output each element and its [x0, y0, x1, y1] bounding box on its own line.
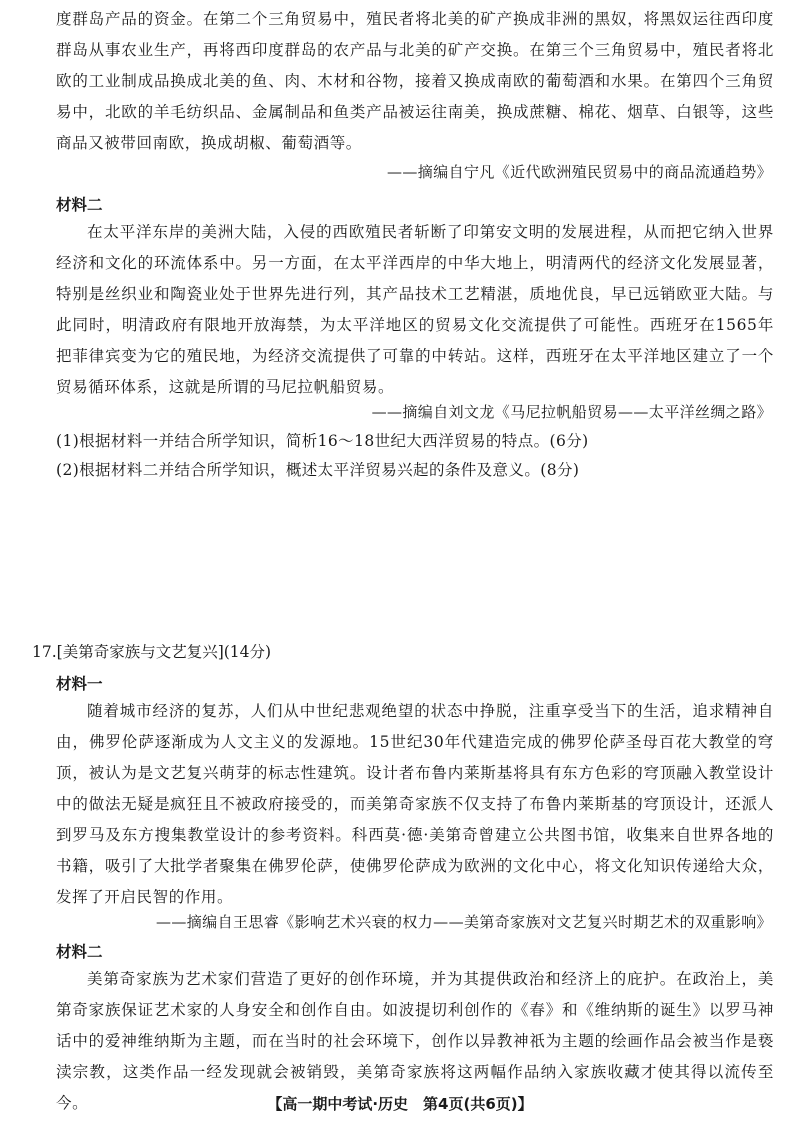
q17-material1-source-citation: ——摘编自王思睿《影响艺术兴衰的权力——美第奇家族对文艺复兴时期艺术的双重影响》 [155, 913, 772, 931]
q17-material2-paragraph: 美第奇家族为艺术家们营造了更好的创作环境，并为其提供政治和经济上的庇护。在政治上，美第奇家族保证艺术家的人身安全和创作自由。如波提切利创作的《春》和《维纳斯的诞生》以罗马神话中的爱神维纳斯为主题，而在当时的社会环境下，创作以异教神祇为主题的绘画作品会被当作是亵渎宗教，这类作品一经发现就会被销毁，美第奇家族将这两幅作品纳入家族收藏才使其得以流传至今。 [56, 970, 774, 1112]
q17-material2-heading: 材料二 [56, 943, 103, 961]
material1-source-citation: ——摘编自宁凡《近代欧洲殖民贸易中的商品流通趋势》 [386, 163, 772, 181]
question-17-title: 17.[美第奇家族与文艺复兴](14分) [32, 643, 272, 661]
material2-paragraph: 在太平洋东岸的美洲大陆，入侵的西欧殖民者斩断了印第安文明的发展进程，从而把它纳入世界经济和文化的环流体系中。另一方面，在太平洋西岸的中华大地上，明清两代的经济文化发展显著，特别是丝织业和陶瓷业处于世界先进行列，其产品技术工艺精湛，质地优良，早已远销欧亚大陆。与此同时，明清政府有限地开放海禁，为太平洋地区的贸易文化交流提供了可能性。西班牙在1565年把菲律宾变为它的殖民地，为经济交流提供了可靠的中转站。这样，西班牙在太平洋地区建立了一个贸易循环体系，这就是所谓的马尼拉帆船贸易。 [56, 223, 774, 396]
q17-material1-paragraph: 随着城市经济的复苏，人们从中世纪悲观绝望的状态中挣脱，注重享受当下的生活，追求精神自由，佛罗伦萨逐渐成为人文主义的发源地。15世纪30年代建造完成的佛罗伦萨圣母百花大教堂的穹顶，被认为是文艺复兴萌芽的标志性建筑。设计者布鲁内莱斯基将具有东方色彩的穹顶融入教堂设计中的做法无疑是疯狂且不被政府接受的，而美第奇家族不仅支持了布鲁内莱斯基的穹顶设计，还派人到罗马及东方搜集教堂设计的参考资料。科西莫·德·美第奇曾建立公共图书馆，收集来自世界各地的书籍，吸引了大批学者聚集在佛罗伦萨，使佛罗伦萨成为欧洲的文化中心，将文化知识传递给大众，发挥了开启民智的作用。 [56, 702, 774, 906]
material1-tail-paragraph: 度群岛产品的资金。在第二个三角贸易中，殖民者将北美的矿产换成非洲的黑奴，将黑奴运往西印度群岛从事农业生产，再将西印度群岛的农产品与北美的矿产交换。在第三个三角贸易中，殖民者将北欧的工业制成品换成北美的鱼、肉、木材和谷物，接着又换成南欧的葡萄酒和水果。在第四个三角贸易中，北欧的羊毛纺织品、金属制品和鱼类产品被运往南美，换成蔗糖、棉花、烟草、白银等，这些商品又被带回南欧，换成胡椒、葡萄酒等。 [56, 10, 774, 152]
question-16-part-1: (1)根据材料一并结合所学知识，简析16～18世纪大西洋贸易的特点。(6分) [56, 432, 589, 450]
question-16-part-2: (2)根据材料二并结合所学知识，概述太平洋贸易兴起的条件及意义。(8分) [56, 461, 580, 479]
q17-material1-heading: 材料一 [56, 675, 103, 693]
material2-source-citation: ——摘编自刘文龙《马尼拉帆船贸易——太平洋丝绸之路》 [371, 403, 772, 421]
page-footer: 【高一期中考试·历史 第4页(共6页)】 [267, 1095, 533, 1113]
material2-heading: 材料二 [56, 196, 103, 214]
